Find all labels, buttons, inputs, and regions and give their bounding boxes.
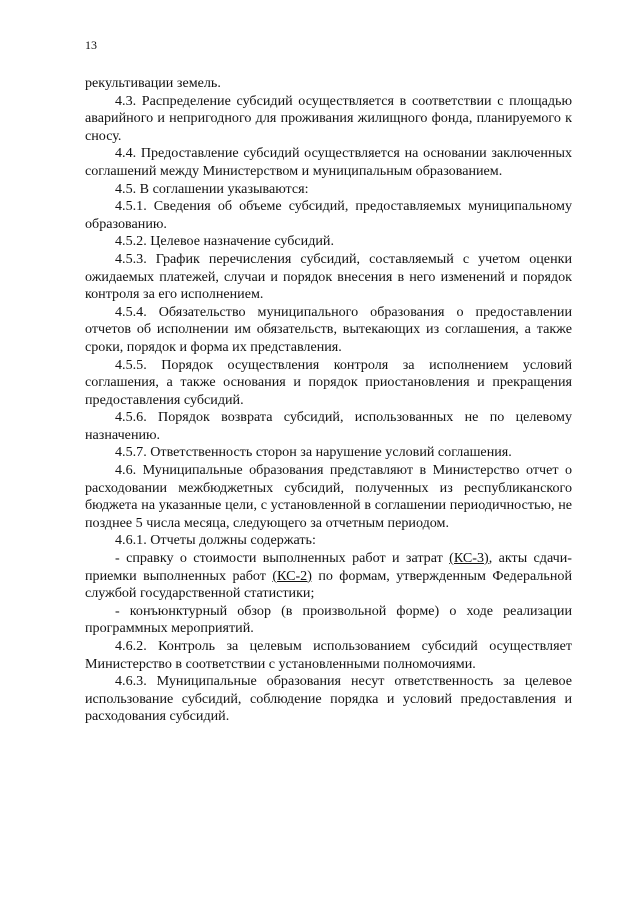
paragraph-4-5-5: 4.5.5. Порядок осуществления контроля за исполнением условий соглашения, а также основания и порядок приостановления и прекращения предоставления субсидий.	[85, 356, 572, 408]
paragraph-4-5-7: 4.5.7. Ответственность сторон за нарушение условий соглашения.	[115, 444, 512, 461]
paragraph-4-5: 4.5. В соглашении указываются:	[115, 180, 309, 197]
document-body	[85, 75, 572, 726]
list-item-certificate-post: по формам, утвержденным Федеральной службой государственной статистики;	[85, 567, 572, 602]
list-item-certificate	[85, 550, 572, 603]
form-ks3-link[interactable]: (КС-3)	[449, 550, 489, 567]
paragraph-4-5-3: 4.5.3. График перечисления субсидий, составляемый с учетом оценки ожидаемых платежей, случаи и порядок внесения в него изменений и порядок контроля за его исполнением.	[85, 250, 572, 303]
page-number: 13	[85, 38, 97, 52]
paragraph-4-5-4: 4.5.4. Обязательство муниципального образования о предоставлении отчетов об исполнении им обязательств, вытекающих из соглашения, а также сроки, порядок и форма их представления.	[85, 303, 572, 355]
paragraph-4-5-1: 4.5.1. Сведения об объеме субсидий, предоставляемых муниципальному образованию.	[85, 198, 572, 232]
form-ks2-link[interactable]: (КС-2)	[272, 567, 312, 584]
paragraph-4-4: 4.4. Предоставление субсидий осуществляется на основании заключенных соглашений между Министерством и муниципальным образованием.	[85, 145, 572, 179]
list-item-certificate-pre: - справку о стоимости выполненных работ и затрат	[115, 550, 450, 567]
paragraph-4-3: 4.3. Распределение субсидий осуществляется в соответствии с площадью аварийного и непригодного для проживания жилищного фонда, планируемого к сносу.	[85, 92, 572, 144]
paragraph-continuation: рекультивации земель.	[85, 75, 221, 91]
paragraph-4-6: 4.6. Муниципальные образования представляют в Министерство отчет о расходовании межбюджетных субсидий, полученных из республиканского бюджета на указанные цели, с установленной в соглашении периодичностью, не позднее 5 числа месяца, следующего за отчетным периодом.	[85, 462, 572, 531]
paragraph-4-6-2: 4.6.2. Контроль за целевым использованием субсидий осуществляет Министерство в соответствии с установленными полномочиями.	[85, 638, 572, 672]
paragraph-4-6-1: 4.6.1. Отчеты должны содержать:	[115, 532, 316, 549]
paragraph-4-6-3: 4.6.3. Муниципальные образования несут ответственность за целевое использование субсидий, соблюдение порядка и условий предоставления и расходования субсидий.	[85, 673, 572, 725]
list-item-certificate-mid: , акты сдачи-приемки выполненных работ	[85, 550, 572, 584]
list-item-market-review: - конъюнктурный обзор (в произвольной форме) о ходе реализации программных мероприятий.	[85, 602, 572, 637]
paragraph-4-5-6: 4.5.6. Порядок возврата субсидий, использованных не по целевому назначению.	[85, 409, 572, 443]
paragraph-4-5-2: 4.5.2. Целевое назначение субсидий.	[115, 233, 334, 250]
